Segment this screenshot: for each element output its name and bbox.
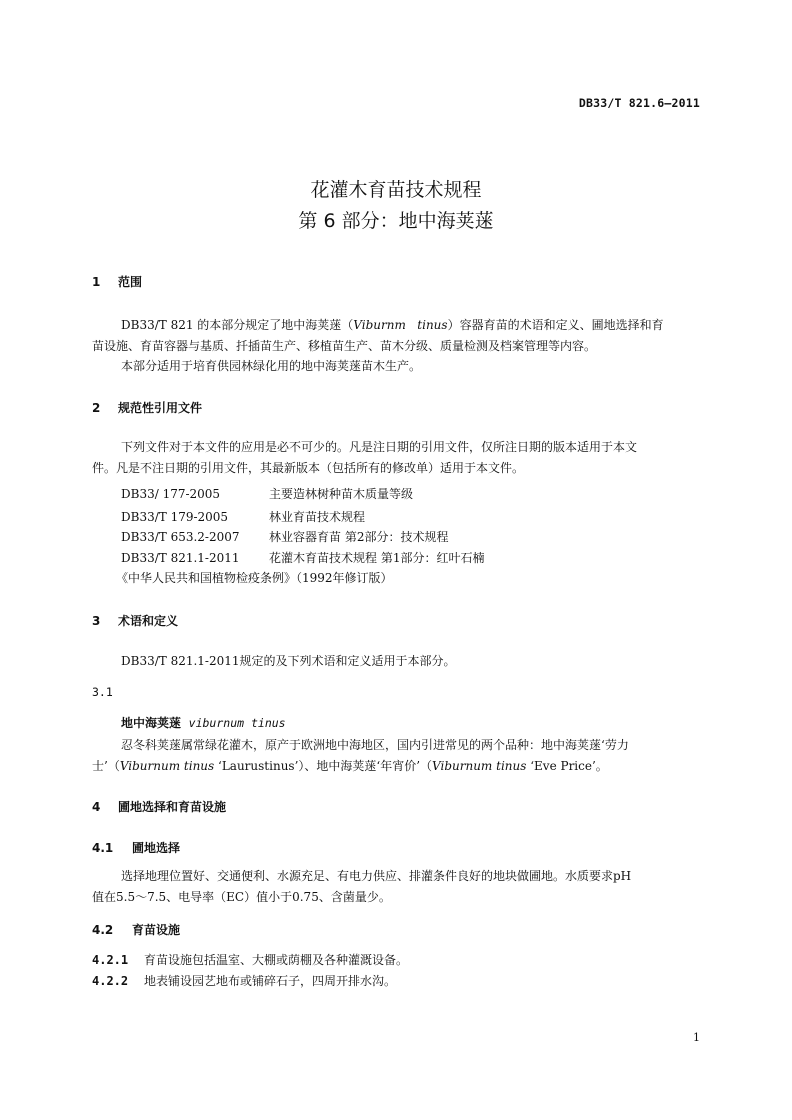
term-definition-line — [92, 757, 608, 774]
section-number: 1 — [92, 275, 101, 289]
s2-paragraph-line: 件。凡是不注日期的引用文件，其最新版本（包括所有的修改单）适用于本文件。 — [92, 461, 525, 475]
reference-code: DB33/T 821.1-2011 — [121, 551, 240, 565]
s3-paragraph: DB33/T 821.1-2011规定的及下列术语和定义适用于本部分。 — [121, 654, 456, 668]
reference-title: 主要造林树种苗木质量等级 — [269, 487, 414, 501]
term-latin: viburnum tinus — [188, 716, 286, 730]
s1-paragraph-line: 苗设施、育苗容器与基质、扦插苗生产、移植苗生产、苗木分级、质量检测及档案管理等内容。 — [92, 339, 597, 353]
section-number: 4 — [92, 800, 101, 814]
section-number: 2 — [92, 401, 101, 415]
term-entry — [121, 714, 286, 731]
reference-title: 林业容器育苗 第2部分：技术规程 — [269, 530, 449, 544]
text: ‘Eve Price’。 — [526, 759, 608, 773]
reference-title: 花灌木育苗技术规程 第1部分：红叶石楠 — [269, 551, 485, 565]
section-title: 规范性引用文件 — [118, 401, 203, 415]
section-3-heading — [92, 612, 178, 629]
subsection-3-1-number: 3.1 — [92, 685, 113, 699]
s2-paragraph-line: 下列文件对于本文件的应用是必不可少的。凡是注日期的引用文件，仅所注日期的版本适用于本文 — [121, 440, 638, 454]
s1-paragraph-2: 本部分适用于培育供园林绿化用的地中海荚蒾苗木生产。 — [121, 359, 422, 373]
text: ‘Laurustinus’）、地中海荚蒾‘年宵价’（ — [214, 759, 433, 773]
standard-code: DB33/T 821.6—2011 — [578, 96, 700, 110]
clause-text: 育苗设施包括温室、大棚或荫棚及各种灌溉设备。 — [144, 953, 409, 967]
reference-title: 林业育苗技术规程 — [269, 510, 366, 524]
subsection-4-2-heading — [92, 921, 180, 938]
text: 士’（ — [92, 759, 120, 773]
reference-code: DB33/ 177-2005 — [121, 487, 221, 501]
text: DB33/T 821 的本部分规定了地中海荚蒾（ — [121, 318, 354, 332]
doc-subtitle: 第 6 部分：地中海荚蒾 — [298, 210, 494, 232]
section-title: 育苗设施 — [132, 923, 181, 937]
subsection-4-1-heading — [92, 839, 180, 856]
section-title: 圃地选择 — [132, 841, 181, 855]
latin-name: Viburnm tinus — [353, 318, 448, 332]
reference-code: DB33/T 179-2005 — [121, 510, 229, 524]
latin-name: Viburnum tinus — [119, 759, 215, 773]
clause-number: 4.2.1 — [92, 953, 129, 967]
reference-item — [121, 549, 484, 566]
s41-paragraph-line: 选择地理位置好、交通便利、水源充足、有电力供应、排灌条件良好的地块做圃地。水质要求pH — [121, 869, 632, 883]
reference-item — [121, 485, 413, 502]
clause-4-2-1 — [92, 951, 408, 968]
reference-item — [121, 528, 448, 545]
term-definition-line: 忍冬科荚蒾属常绿花灌木，原产于欧洲地中海地区，国内引进常见的两个品种：地中海荚蒾‘劳力 — [121, 738, 629, 752]
regulation-reference: 《中华人民共和国植物检疫条例》（1992年修订版） — [116, 571, 393, 585]
section-title: 圃地选择和育苗设施 — [118, 800, 227, 814]
doc-title: 花灌木育苗技术规程 — [310, 179, 482, 201]
s41-paragraph-line: 值在5.5～7.5、电导率（EC）值小于0.75、含菌量少。 — [92, 890, 391, 904]
latin-name: Viburnum tinus — [432, 759, 527, 773]
section-2-heading — [92, 399, 202, 416]
term-name: 地中海荚蒾 — [121, 716, 182, 730]
section-4-heading — [92, 798, 226, 815]
section-number: 4.2 — [92, 923, 114, 937]
clause-4-2-2 — [92, 972, 396, 989]
reference-item — [121, 508, 365, 525]
clause-number: 4.2.2 — [92, 974, 129, 988]
reference-code: DB33/T 653.2-2007 — [121, 530, 240, 544]
page-number: 1 — [693, 1031, 700, 1044]
clause-text: 地表铺设园艺地布或铺碎石子，四周开排水沟。 — [144, 974, 397, 988]
section-title: 范围 — [118, 275, 143, 289]
text: ）容器育苗的术语和定义、圃地选择和育 — [447, 318, 664, 332]
s1-paragraph-line — [121, 316, 664, 333]
section-number: 3 — [92, 614, 101, 628]
section-title: 术语和定义 — [118, 614, 179, 628]
section-1-heading — [92, 273, 142, 290]
section-number: 4.1 — [92, 841, 114, 855]
